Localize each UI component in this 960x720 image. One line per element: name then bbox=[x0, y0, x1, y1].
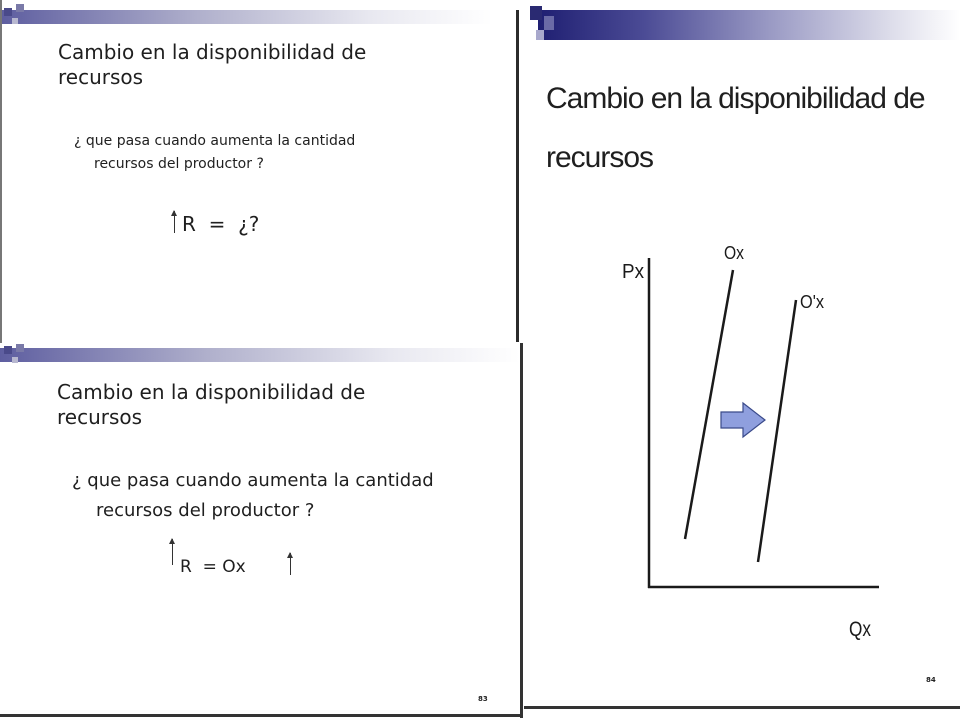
corner-decoration bbox=[16, 4, 24, 12]
up-arrow-icon bbox=[172, 539, 173, 565]
slide-divider bbox=[0, 714, 522, 717]
x-axis-label: Qx bbox=[849, 618, 872, 641]
question-line-1: ¿ que pasa cuando aumenta la cantidad bbox=[74, 133, 356, 149]
slide-header-bar bbox=[0, 348, 520, 362]
page-number: 84 bbox=[926, 676, 936, 684]
corner-decoration bbox=[12, 357, 18, 363]
up-arrow-icon bbox=[290, 553, 291, 575]
slide-header-bar bbox=[2, 10, 492, 24]
up-arrow-icon bbox=[174, 211, 175, 233]
title-line-1: Cambio en la disponibilidad de bbox=[546, 82, 925, 115]
curve-ox-label: Ox bbox=[724, 243, 744, 263]
slide-1 bbox=[2, 0, 516, 340]
formula: R = ¿? bbox=[182, 212, 260, 236]
corner-decoration bbox=[12, 18, 18, 24]
question-line-2: recursos del productor ? bbox=[96, 500, 315, 521]
title-line-1: Cambio en la disponibilidad de bbox=[57, 380, 366, 404]
corner-decoration bbox=[16, 344, 24, 352]
question-line-2: recursos del productor ? bbox=[94, 156, 264, 172]
curve-o-prime-x bbox=[758, 300, 796, 562]
page-number: 83 bbox=[478, 695, 488, 703]
slide-divider bbox=[0, 0, 2, 345]
slide-divider bbox=[524, 706, 960, 709]
slide-3 bbox=[524, 0, 960, 708]
title-line-2: recursos bbox=[57, 405, 143, 429]
shift-right-arrow-icon bbox=[721, 403, 765, 437]
corner-decoration bbox=[4, 8, 12, 16]
curve-ox bbox=[685, 270, 733, 539]
supply-shift-diagram bbox=[524, 0, 960, 708]
slide-title bbox=[58, 40, 366, 90]
title-line-2: recursos bbox=[546, 140, 654, 174]
slide-title bbox=[57, 380, 365, 430]
corner-decoration bbox=[4, 346, 12, 354]
slide-divider bbox=[520, 343, 523, 718]
curve-o-prime-x-label: O'x bbox=[800, 292, 824, 312]
question-line-1: ¿ que pasa cuando aumenta la cantidad bbox=[72, 470, 434, 491]
formula: R = Ox bbox=[180, 557, 246, 577]
slide-divider bbox=[516, 10, 519, 342]
title-line-2: recursos bbox=[58, 65, 144, 89]
y-axis-label: Px bbox=[622, 261, 644, 283]
title-line-1: Cambio en la disponibilidad de bbox=[58, 40, 367, 64]
slide-2 bbox=[0, 343, 522, 715]
